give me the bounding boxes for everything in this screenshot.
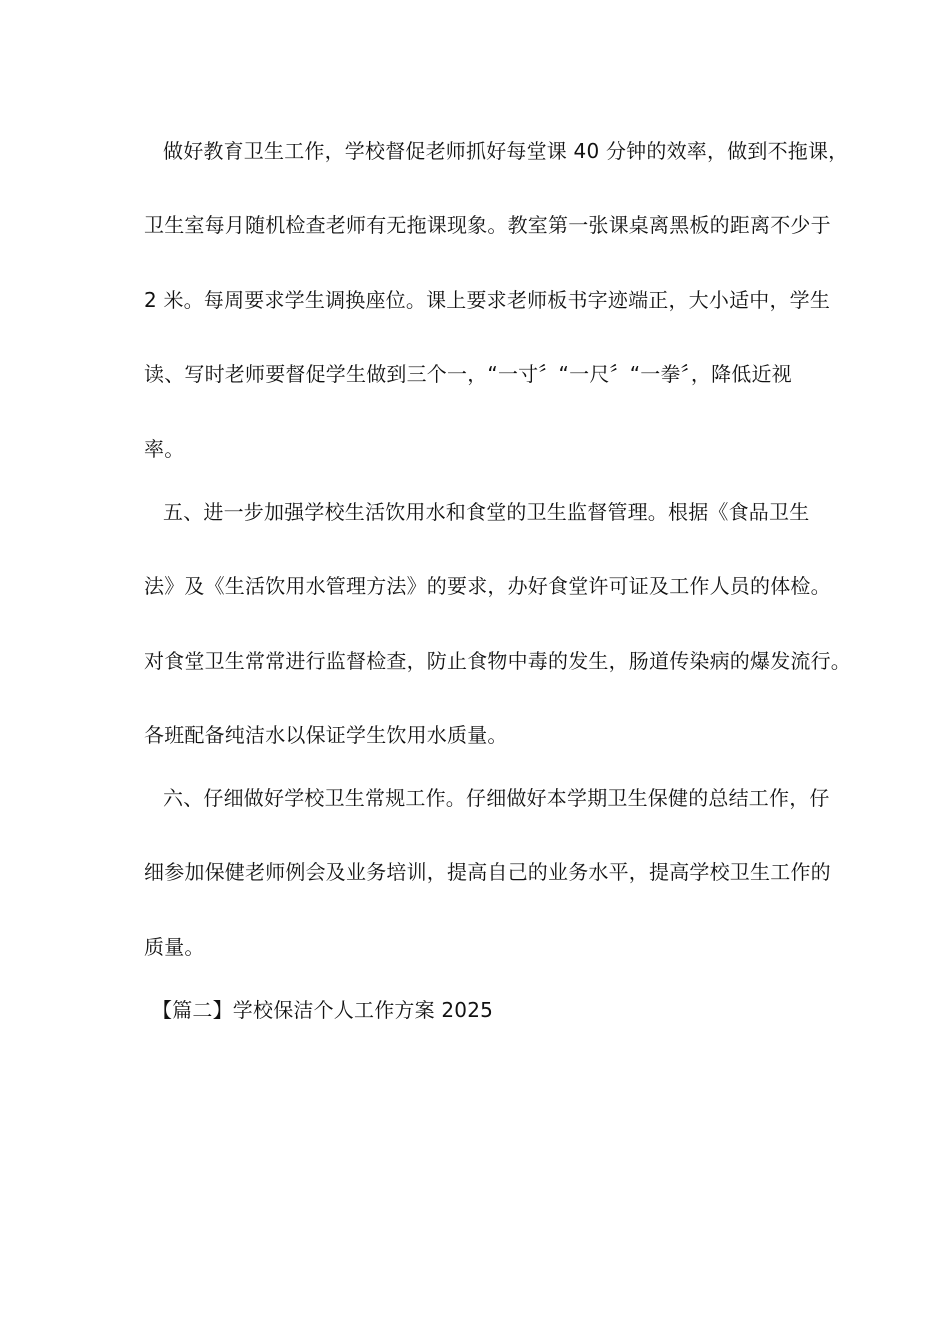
paragraph-line: 法》及《生活饮用水管理方法》的要求，办好食堂许可证及工作人员的体检。 — [144, 574, 831, 598]
paragraph-line: 读、写时老师要督促学生做到三个一，“一寸〞“一尺〞“一拳〞，降低近视 — [144, 362, 792, 386]
paragraph-line: 六、仔细做好学校卫生常规工作。仔细做好本学期卫生保健的总结工作，仔 — [163, 786, 830, 810]
paragraph-line: 做好教育卫生工作，学校督促老师抓好每堂课 40 分钟的效率，做到不拖课， — [163, 139, 849, 163]
paragraph-line: 五、进一步加强学校生活饮用水和食堂的卫生监督管理。根据《食品卫生 — [163, 500, 810, 524]
paragraph-line: 质量。 — [144, 935, 205, 959]
paragraph-line: 卫生室每月随机检查老师有无拖课现象。教室第一张课桌离黑板的距离不少于 — [144, 213, 831, 237]
paragraph-line: 2 米。每周要求学生调换座位。课上要求老师板书字迹端正，大小适中，学生 — [144, 288, 831, 312]
paragraph-line: 细参加保健老师例会及业务培训，提高自己的业务水平，提高学校卫生工作的 — [144, 860, 831, 884]
paragraph-line: 对食堂卫生常常进行监督检查，防止食物中毒的发生，肠道传染病的爆发流行。 — [144, 649, 851, 673]
section-heading: 【篇二】学校保洁个人工作方案 2025 — [152, 998, 494, 1022]
paragraph-line: 各班配备纯洁水以保证学生饮用水质量。 — [144, 723, 508, 747]
paragraph-line: 率。 — [144, 437, 185, 461]
